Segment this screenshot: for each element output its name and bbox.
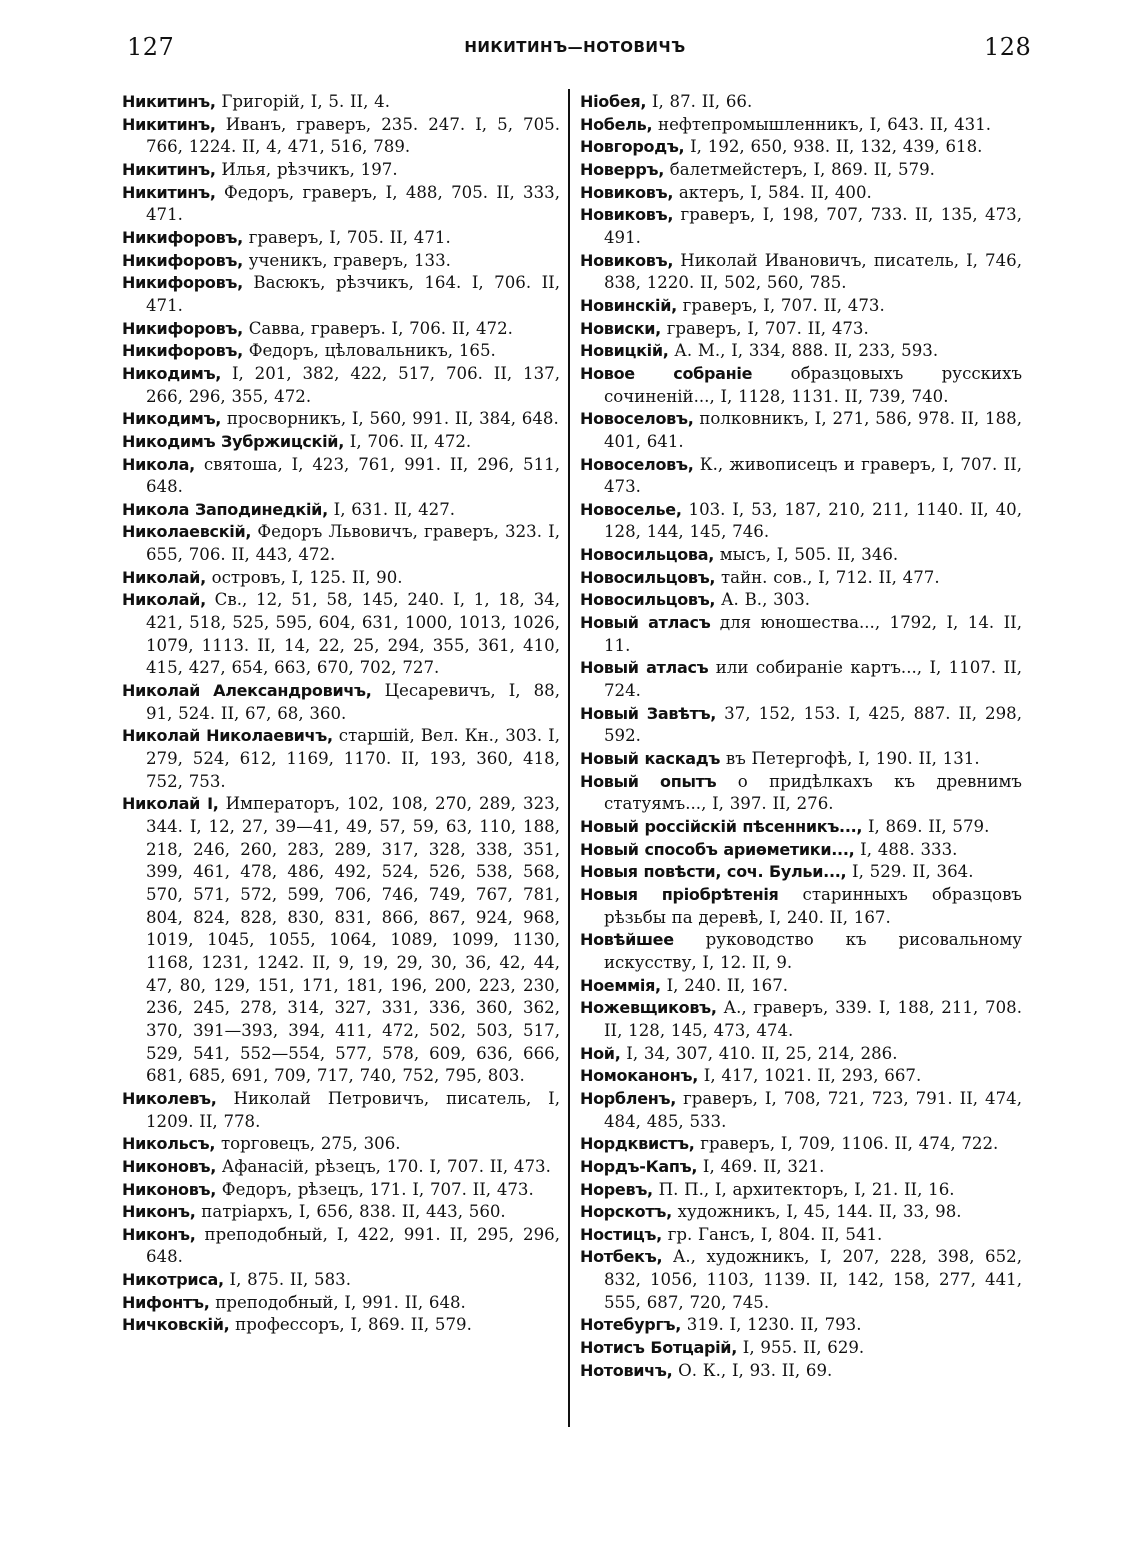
entry-headword: Новосильцова, [580,545,714,565]
entry-headword: Никифоровъ, [122,227,243,247]
entry-references: I, 240. II, 167. [660,975,789,995]
index-entry [580,159,1022,182]
running-head: НИКИТИНЪ—НОТОВИЧЪ [464,38,686,56]
entry-references: для юношества..., 1792, I, 14. II, 11. [604,613,1022,655]
entry-references: Федоръ Львовичъ, граверъ, 323. I, 655, 706. II, 443, 472. [146,522,560,565]
entry-references: I, 529. II, 364. [846,862,974,882]
entry-headword: Ноеммія, [580,975,661,995]
entry-references: образцовыхъ русскихъ сочиненій..., I, 1128, 1131. II, 739, 740. [604,363,1023,406]
entry-references: А. В., 303. [715,590,811,610]
index-entry [580,1337,1022,1360]
entry-references: Васюкъ, рѣзчикъ, 164. I, 706. II, 471. [146,273,560,315]
index-entry [580,250,1022,295]
entry-headword: Николай, [122,567,206,587]
entry-references: профессоръ, I, 869. II, 579. [229,1315,472,1335]
entry-headword: Новосильцовъ, [580,590,716,610]
entry-headword: Никонъ, [122,1202,196,1222]
index-entry [580,318,1022,341]
index-entry [580,182,1022,205]
entry-headword: Новиковъ, [580,205,674,225]
index-entry [580,1088,1022,1133]
index-entry [122,182,560,227]
entry-headword: Ностицъ, [580,1224,662,1244]
entry-references: О. К., I, 93. II, 69. [672,1360,833,1380]
index-entry [122,1269,560,1292]
entry-headword: Никотриса, [122,1270,224,1290]
entry-references: просворникъ, I, 560, 991. II, 384, 648. [221,409,559,429]
index-entry [580,816,1022,839]
entry-headword: Нифонтъ, [122,1292,210,1312]
index-entry [580,861,1022,884]
index-entry [122,499,560,522]
entry-references: граверъ, I, 705. II, 471. [242,227,451,247]
entry-references: Иванъ, граверъ, 235. 247. I, 5, 705. 766, 1224. II, 4, 471, 516, 789. [146,114,560,157]
entry-headword: Никитинъ, [122,92,216,111]
entry-headword: Новый каскадъ [580,749,721,769]
page-number-right: 128 [984,33,1032,61]
entry-references: актеръ, I, 584. II, 400. [673,182,872,202]
index-entry [122,680,560,725]
entry-headword: Николевъ, [122,1088,217,1108]
entry-references: граверъ, I, 708, 721, 723, 791. II, 474, 484, 485, 533. [604,1088,1022,1131]
index-entry [122,431,560,454]
entry-references: о придѣлкахъ къ древнимъ статуямъ..., I, 397. II, 276. [604,771,1022,814]
index-entry [580,204,1022,249]
entry-references: Илья, рѣзчикъ, 197. [215,159,398,179]
entry-headword: Новинскій, [580,295,677,315]
entry-headword: Норбленъ, [580,1088,677,1108]
index-entry [580,136,1022,159]
index-entry [580,499,1022,544]
index-entry [580,1224,1022,1247]
entry-references: 103. I, 53, 187, 210, 211, 1140. II, 40, 128, 144, 145, 746. [604,499,1022,542]
index-entry [122,1179,560,1202]
entry-headword: Новый атласъ [580,658,709,678]
index-entry [122,567,560,590]
index-entry [122,1292,560,1315]
entry-references: I, 417, 1021. II, 293, 667. [698,1066,922,1086]
entry-references: старинныхъ образцовъ рѣзьбы па деревѣ, I, 240. II, 167. [604,884,1022,927]
index-entry [580,657,1022,702]
entry-references: балетмейстеръ, I, 869. II, 579. [663,159,935,179]
entry-headword: Никитинъ, [122,159,216,179]
index-entry [580,1246,1022,1314]
index-entry [580,1314,1022,1337]
index-entry [122,725,560,793]
right-column [580,91,1022,1382]
entry-references: граверъ, I, 707. II, 473. [676,295,885,315]
entry-references: Савва, граверъ. I, 706. II, 472. [242,318,513,338]
entry-references: мысъ, I, 505. II, 346. [713,545,899,565]
entry-references: Николай Ивановичъ, писатель, I, 746, 838, 1220. II, 502, 560, 785. [604,250,1022,293]
entry-references: Николай Петровичъ, писатель, I, 1209. II, 778. [146,1088,560,1131]
entry-references: А., граверъ, 339. I, 188, 211, 708. II, 128, 145, 473, 474. [604,998,1022,1040]
entry-headword: Никола, [122,454,195,474]
entry-references: I, 875. II, 583. [223,1270,351,1290]
entry-headword: Новоселовъ, [580,454,694,474]
entry-headword: Николай Николаевичъ, [122,726,333,746]
index-entry [122,250,560,273]
index-entry [122,272,560,317]
entry-headword: Николай, [122,590,206,610]
entry-references: I, 488. 333. [854,839,958,859]
left-column [122,91,560,1337]
entry-headword: Николай Александровичъ, [122,681,372,701]
entry-headword: Норскотъ, [580,1202,672,1222]
index-entry [122,454,560,499]
index-entry [580,408,1022,453]
index-entry [580,544,1022,567]
entry-references: или собираніе картъ..., I, 1107. II, 724. [604,658,1022,701]
entry-headword: Нотбекъ, [580,1247,663,1267]
index-entry [580,589,1022,612]
entry-headword: Никольсъ, [122,1134,216,1154]
index-entry [122,793,560,1088]
entry-headword: Никифоровъ, [122,250,243,270]
entry-references: нефтепромышленникъ, I, 643. II, 431. [652,114,992,134]
entry-references: К., живописецъ и граверъ, I, 707. II, 473. [604,454,1022,497]
entry-headword: Номоканонъ, [580,1066,699,1086]
index-entry [122,1156,560,1179]
entry-headword: Новосильцовъ, [580,567,716,587]
index-entry [580,997,1022,1042]
entry-headword: Никитинъ, [122,182,216,202]
index-entry [580,839,1022,862]
entry-references: Афанасій, рѣзецъ, 170. I, 707. II, 473. [216,1156,551,1176]
entry-references: I, 87. II, 66. [646,92,753,111]
entry-references: полковникъ, I, 271, 586, 978. II, 188, 401, 641. [604,409,1022,451]
entry-headword: Нордъ-Капъ, [580,1156,698,1176]
entry-headword: Новый Завѣтъ, [580,703,717,723]
index-entry [580,1133,1022,1156]
entry-headword: Николаевскій, [122,522,252,542]
entry-references: островъ, I, 125. II, 90. [205,567,403,587]
index-entry [580,295,1022,318]
index-entry [122,363,560,408]
entry-headword: Никола Заподинедкій, [122,499,328,519]
index-entry [580,929,1022,974]
entry-references: граверъ, I, 707. II, 473. [660,318,869,338]
entry-headword: Новиковъ, [580,182,674,202]
entry-references: I, 201, 382, 422, 517, 706. II, 137, 266, 296, 355, 472. [146,363,560,406]
entry-references: Федоръ, рѣзецъ, 171. I, 707. II, 473. [216,1179,534,1199]
index-entry [122,318,560,341]
entry-headword: Нотебургъ, [580,1315,682,1335]
entry-references: патріархъ, I, 656, 838. II, 443, 560. [195,1202,506,1222]
index-entry [580,612,1022,657]
entry-references: Цесаревичъ, I, 88, 91, 524. II, 67, 68, 360. [146,681,560,723]
entry-references: 319. I, 1230. II, 793. [681,1315,862,1335]
entry-references: А., художникъ, I, 207, 228, 398, 652, 832, 1056, 1103, 1139. II, 142, 158, 277, 441, 555, 687, 720, 745. [604,1247,1022,1312]
entry-headword: Нобель, [580,114,653,134]
entry-headword: Новиски, [580,318,661,338]
index-entry [122,1201,560,1224]
index-entry [580,975,1022,998]
entry-references: преподобный, I, 422, 991. II, 295, 296, 648. [146,1224,560,1267]
index-entry [122,159,560,182]
entry-references: Федоръ, цѣловальникъ, 165. [242,341,496,361]
index-entry [580,1156,1022,1179]
entry-references: I, 869. II, 579. [862,817,990,836]
entry-headword: Никифоровъ, [122,341,243,361]
index-entry [122,521,560,566]
entry-headword: Новое собраніе [580,363,753,383]
entry-headword: Новыя пріобрѣтенія [580,884,779,904]
entry-references: старшій, Вел. Кн., 303. I, 279, 524, 612, 1169, 1170. II, 193, 360, 418, 752, 753. [146,726,560,791]
entry-headword: Нордквистъ, [580,1134,695,1154]
entry-headword: Ничковскій, [122,1315,230,1335]
index-entry [122,1088,560,1133]
entry-headword: Никоновъ, [122,1156,217,1176]
entry-headword: Никитинъ, [122,114,216,134]
entry-headword: Новоселье, [580,499,682,519]
entry-references: I, 631. II, 427. [327,499,456,519]
entry-headword: Никодимъ, [122,409,222,429]
index-entry [580,884,1022,929]
index-entry [122,340,560,363]
entry-headword: Никифоровъ, [122,318,243,338]
entry-references: святоша, I, 423, 761, 991. II, 296, 511, 648. [146,454,560,497]
index-entry [122,114,560,159]
index-entry [580,1201,1022,1224]
entry-headword: Никонъ, [122,1224,196,1244]
entry-headword: Новый атласъ [580,613,711,633]
entry-references: Григорій, I, 5. II, 4. [215,92,390,111]
index-entry [122,1224,560,1269]
index-entry [580,1360,1022,1383]
entry-references: граверъ, I, 198, 707, 733. II, 135, 473, 491. [604,205,1022,247]
index-entry [580,771,1022,816]
page-number-left: 127 [127,33,175,61]
index-entry [122,589,560,680]
index-entry [122,91,560,114]
index-entry [580,1043,1022,1066]
index-entry [580,454,1022,499]
index-entry [580,114,1022,137]
entry-headword: Нотисъ Ботцарій, [580,1338,737,1358]
entry-headword: Ніобея, [580,92,647,111]
entry-references: гр. Гансъ, I, 804. II, 541. [661,1224,883,1244]
entry-references: I, 192, 650, 938. II, 132, 439, 618. [684,137,983,157]
entry-headword: Николай I, [122,794,219,814]
entry-headword: Нотовичъ, [580,1360,673,1380]
entry-references: тайн. сов., I, 712. II, 477. [715,567,940,587]
column-divider [568,89,570,1427]
index-entry [122,408,560,431]
entry-references: въ Петергофѣ, I, 190. II, 131. [720,749,980,769]
entry-references: торговецъ, 275, 306. [215,1134,401,1154]
entry-references: руководство къ рисовальному искусству, I, 12. II, 9. [604,930,1022,972]
entry-references: I, 955. II, 629. [737,1338,865,1358]
entry-headword: Ножевщиковъ, [580,998,717,1018]
entry-references: Св., 12, 51, 58, 145, 240. I, 1, 18, 34, 421, 518, 525, 595, 604, 631, 1000, 1013, 1026, 1079, 1113. II, 14, 22, 25, 294, 355, 361, 410, 415, 427, 654, 663, 670, 702, 727. [146,590,560,678]
entry-headword: Ной, [580,1043,621,1063]
entry-headword: Новый опытъ [580,771,717,791]
entry-headword: Никодимъ Зубржицскій, [122,431,344,451]
entry-references: I, 469. II, 321. [697,1156,825,1176]
entry-headword: Никифоровъ, [122,273,243,293]
entry-references: преподобный, I, 991. II, 648. [209,1292,466,1312]
entry-references: Императоръ, 102, 108, 270, 289, 323, 344. I, 12, 27, 39—41, 49, 57, 59, 63, 110, 188, 218, 246, 260, 283, 289, 317, 328, 338, 351, 399, 461, 478, 486, 492, 524, 526, 538, 568, 570, 571, 572, 599, 706, 746, 749, 767, 781, 804, 824, 828, 830, 831, 866, 867, 924, 968, 1019, 1045, 1055, 1064, 1089, 1099, 1130, 1168, 1231, 1242. II, 9, 19, 29, 30, 36, 42, 44, 47, 80, 129, 151, 171, 181, 196, 200, 223, 230, 236, 245, 278, 314, 327, 331, 336, 360, 362, 370, 391—393, 394, 411, 472, 502, 503, 517, 529, 541, 552—554, 577, 578, 609, 636, 666, 681, 685, 691, 709, 717, 740, 752, 795, 803. [146,794,560,1086]
entry-references: П. П., I, архитекторъ, I, 21. II, 16. [652,1179,955,1199]
index-entry [122,227,560,250]
entry-references: I, 706. II, 472. [344,431,472,451]
index-entry [122,1133,560,1156]
entry-headword: Новый способъ ариѳметики..., [580,839,855,859]
entry-references: А. М., I, 334, 888. II, 233, 593. [668,341,939,361]
index-entry [122,1314,560,1337]
index-entry [580,1179,1022,1202]
entry-references: художникъ, I, 45, 144. II, 33, 98. [671,1202,962,1222]
entry-headword: Никодимъ, [122,363,222,383]
index-entry [580,567,1022,590]
index-entry [580,340,1022,363]
entry-headword: Новоселовъ, [580,409,694,429]
entry-references: Федоръ, граверъ, I, 488, 705. II, 333, 471. [146,182,560,225]
index-entry [580,703,1022,748]
entry-references: граверъ, I, 709, 1106. II, 474, 722. [694,1134,999,1154]
entry-references: ученикъ, граверъ, 133. [242,250,451,270]
entry-headword: Норевъ, [580,1179,653,1199]
entry-headword: Новгородъ, [580,137,685,157]
index-entry [580,363,1022,408]
index-entry [580,91,1022,114]
entry-headword: Новицкій, [580,341,669,361]
entry-headword: Новыя повѣсти, соч. Бульи..., [580,862,847,882]
entry-headword: Новиковъ, [580,250,674,270]
entry-headword: Никоновъ, [122,1179,217,1199]
entry-headword: Новѣйшее [580,930,674,950]
index-entry [580,1065,1022,1088]
entry-headword: Новерръ, [580,159,664,179]
index-entry [580,748,1022,771]
entry-references: 37, 152, 153. I, 425, 887. II, 298, 592. [604,703,1022,746]
entry-references: I, 34, 307, 410. II, 25, 214, 286. [620,1043,898,1063]
entry-headword: Новый россійскій пѣсенникъ..., [580,817,863,836]
